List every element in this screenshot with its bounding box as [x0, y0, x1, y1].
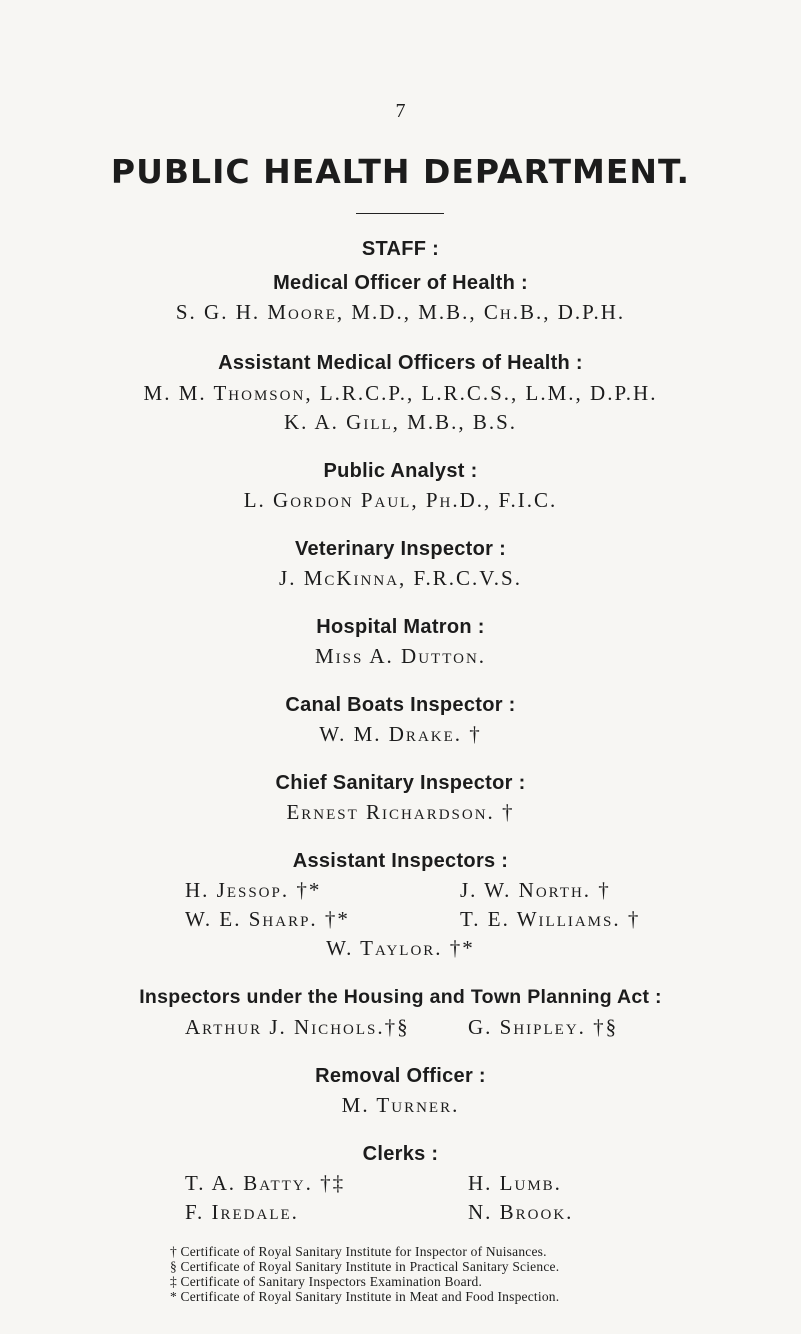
- canal-heading: Canal Boats Inspector :: [285, 694, 516, 716]
- housing-right: G. Shipley. †§: [468, 1015, 619, 1039]
- moh-name: S. G. H. Moore, M.D., M.B., Ch.B., D.P.H.: [175, 300, 626, 324]
- amoh-name-2: K. A. Gill, M.B., B.S.: [283, 410, 518, 434]
- clerk-right-2: N. Brook.: [468, 1200, 574, 1224]
- removal-name: M. Turner.: [341, 1093, 460, 1117]
- assistant-left-1: H. Jessop. †*: [185, 878, 322, 902]
- assistant-center: W. Taylor. †*: [326, 936, 475, 960]
- csi-name: Ernest Richardson. †: [286, 800, 515, 824]
- footnote-section: § Certificate of Royal Sanitary Institute in Practical Sanitary Science.: [170, 1259, 560, 1274]
- assistant-right-2: T. E. Williams. †: [460, 907, 641, 931]
- matron-heading: Hospital Matron :: [316, 616, 485, 638]
- footnote-asterisk: * Certificate of Royal Sanitary Institute in Meat and Food Inspection.: [170, 1289, 560, 1304]
- assistant-left-2: W. E. Sharp. †*: [185, 907, 350, 931]
- amoh-heading: Assistant Medical Officers of Health :: [218, 352, 583, 374]
- clerks-heading: Clerks :: [362, 1143, 439, 1165]
- removal-heading: Removal Officer :: [315, 1065, 486, 1087]
- page-number: 7: [395, 100, 406, 122]
- clerk-right-1: H. Lumb.: [468, 1171, 562, 1195]
- canal-name: W. M. Drake. †: [319, 722, 482, 746]
- moh-heading: Medical Officer of Health :: [273, 272, 528, 294]
- assistant-right-1: J. W. North. †: [460, 878, 611, 902]
- page-title: PUBLIC HEALTH DEPARTMENT.: [110, 152, 691, 191]
- housing-heading: Inspectors under the Housing and Town Planning Act :: [139, 986, 662, 1008]
- footnote-double-dagger: ‡ Certificate of Sanitary Inspectors Examination Board.: [170, 1274, 483, 1289]
- csi-heading: Chief Sanitary Inspector :: [275, 772, 526, 794]
- clerk-left-1: T. A. Batty. †‡: [185, 1171, 346, 1195]
- footnote-dagger: † Certificate of Royal Sanitary Institute for Inspector of Nuisances.: [170, 1244, 547, 1259]
- housing-left: Arthur J. Nichols.†§: [185, 1015, 410, 1039]
- vet-heading: Veterinary Inspector :: [294, 538, 507, 560]
- assistants-heading: Assistant Inspectors :: [292, 850, 509, 872]
- clerk-left-2: F. Iredale.: [185, 1200, 299, 1224]
- analyst-name: L. Gordon Paul, Ph.D., F.I.C.: [243, 488, 558, 512]
- title-rule: [356, 213, 444, 214]
- matron-name: Miss A. Dutton.: [314, 644, 487, 668]
- staff-heading: STAFF :: [361, 238, 440, 260]
- amoh-name-1: M. M. Thomson, L.R.C.P., L.R.C.S., L.M., D.P.H.: [143, 381, 658, 405]
- vet-name: J. McKinna, F.R.C.V.S.: [279, 566, 522, 590]
- analyst-heading: Public Analyst :: [323, 460, 478, 482]
